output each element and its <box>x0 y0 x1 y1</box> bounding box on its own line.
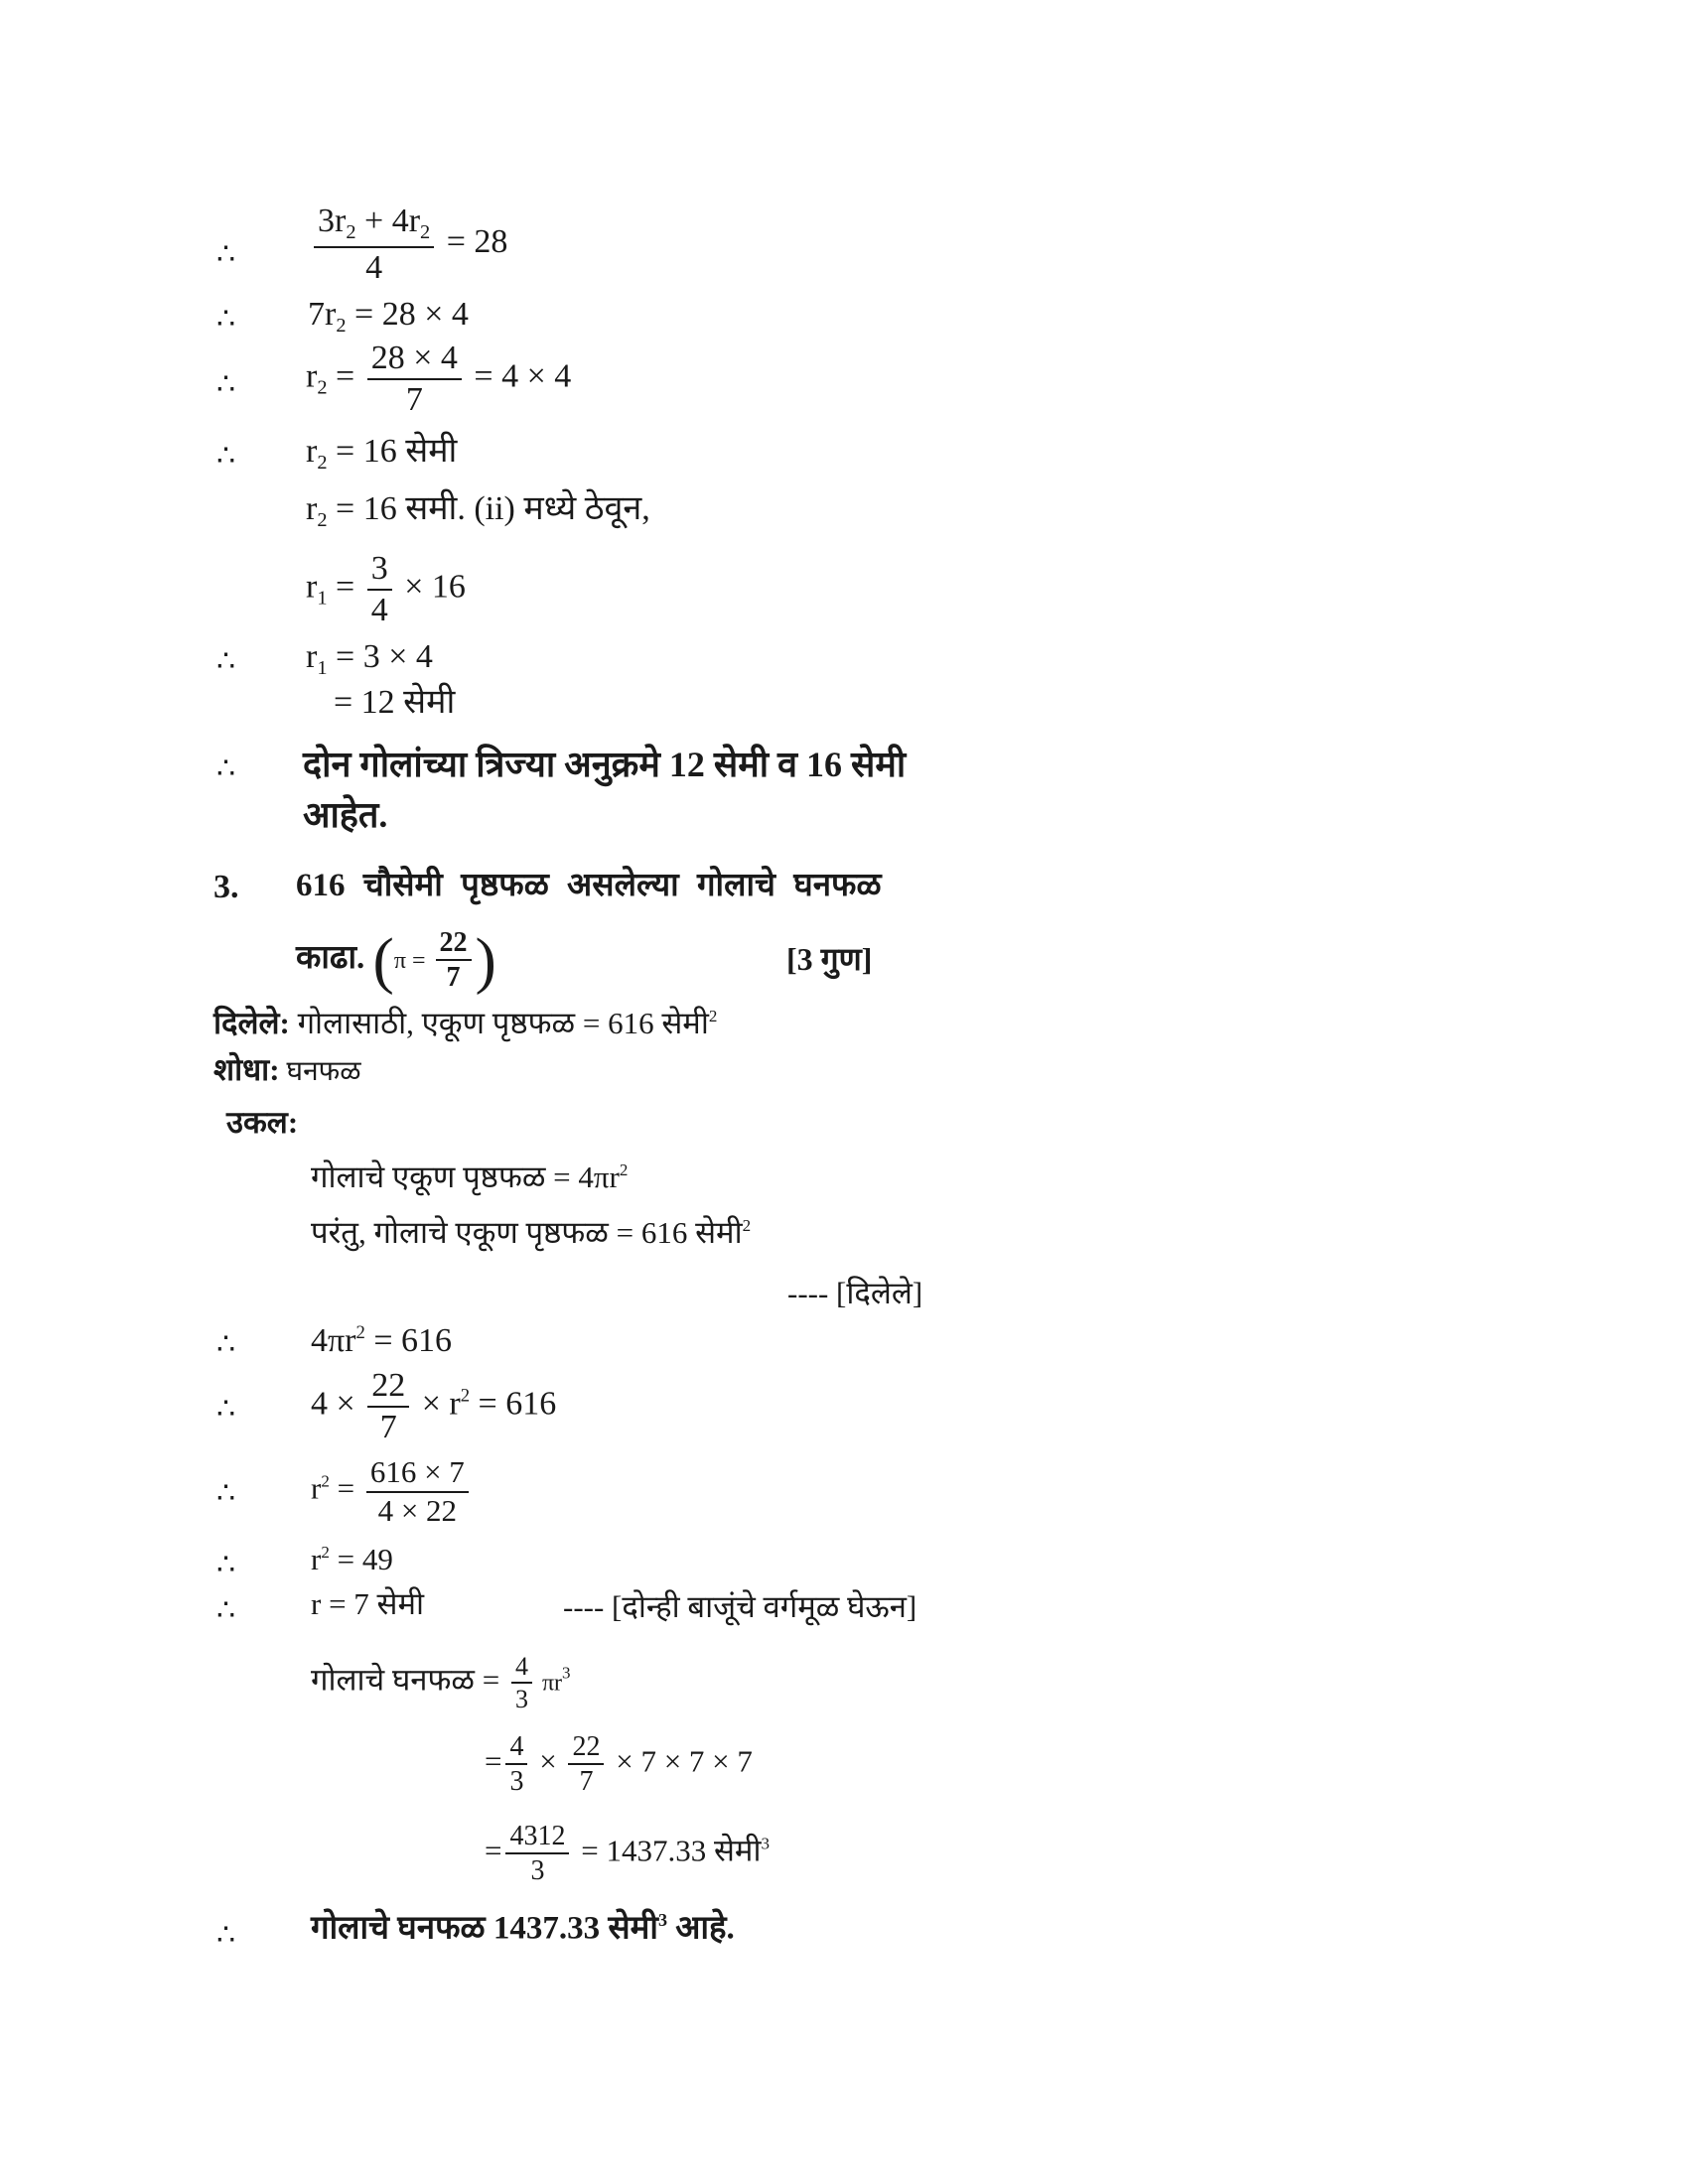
conclusion-text: आहेत. <box>303 795 388 835</box>
equation-line: $r_2$ = $\frac{28 \times 4}{7}$ = 4 × 4 <box>306 340 572 418</box>
therefore-symbol: ∴ <box>216 645 236 678</box>
given-line: दिलेले: गोलासाठी, एकूण पृष्ठफळ = 616 सेमी$^2$ <box>213 1006 718 1040</box>
equation-line: $4\pi r^2 = 616$ <box>311 1322 453 1360</box>
equation-line: $\frac{3r_2 + 4r_2}{4}$ = 28 <box>310 204 507 285</box>
question-text: 616 चौसेमी पृष्ठफळ असलेल्या गोलाचे घनफळ <box>296 868 882 903</box>
equation-line: गोलाचे एकूण पृष्ठफळ = $4\pi r^2$ <box>311 1160 629 1194</box>
marks-label: [3 गुण] <box>786 941 873 977</box>
therefore-symbol: ∴ <box>216 1919 236 1952</box>
final-answer: गोलाचे घनफळ 1437.33 सेमी$^3$ आहे. <box>311 1910 735 1947</box>
equation-line: $r_1$ = $\frac{3}{4}$ × 16 <box>306 550 466 628</box>
equation-line: = $\frac{4312}{3}$ = 1437.33 सेमी$^3$ <box>485 1821 771 1887</box>
conclusion-text: दोन गोलांच्या त्रिज्या अनुक्रमे 12 सेमी व 16 सेमी <box>303 745 907 784</box>
equation-line: = $\frac{4}{3}$ × $\frac{22}{7}$ × 7 × 7 × 7 <box>485 1731 753 1798</box>
equation-line: परंतु, गोलाचे एकूण पृष्ठफळ = 616 सेमी$^2$ <box>311 1215 752 1250</box>
reason-text: ---- [दिलेले] <box>787 1276 923 1310</box>
therefore-symbol: ∴ <box>216 368 236 401</box>
therefore-symbol: ∴ <box>216 1549 236 1581</box>
equation-line: $7r_2 = 28 \times 4$ <box>308 296 469 338</box>
question-number: 3. <box>213 869 239 905</box>
equation-line: $r_2 = 16$ सेमी <box>306 433 458 475</box>
equation-line: $r^2 = 49$ <box>311 1542 393 1576</box>
equation-line: = 12 सेमी <box>334 684 456 721</box>
therefore-symbol: ∴ <box>216 440 236 473</box>
therefore-symbol: ∴ <box>216 1594 236 1627</box>
therefore-symbol: ∴ <box>216 238 236 271</box>
question-text: काढा. (π = $\frac{22}{7}$ ) <box>296 924 496 996</box>
equation-line: $r_1 = 3 \times 4$ <box>306 638 433 680</box>
therefore-symbol: ∴ <box>216 1328 236 1361</box>
equation-line: $r_2 = 16$ समी. (ii) मध्ये ठेवून, <box>306 490 650 532</box>
solution-label: उकल: <box>226 1105 299 1140</box>
equation-line: गोलाचे घनफळ = $\frac{4}{3}$ $\pi r^3$ <box>311 1652 571 1714</box>
fraction: $\frac{3r_2 + 4r_2}{4}$ <box>314 204 434 285</box>
find-line: शोधा: घनफळ <box>213 1052 361 1087</box>
therefore-symbol: ∴ <box>216 752 236 785</box>
therefore-symbol: ∴ <box>216 1477 236 1510</box>
therefore-symbol: ∴ <box>216 1393 236 1426</box>
equation-line: $r^2$ = $\frac{616 \times 7}{4 \times 22}$ <box>311 1456 473 1527</box>
therefore-symbol: ∴ <box>216 303 236 336</box>
equation-line: 4 × $\frac{22}{7}$ × $r^2 = 616$ <box>311 1367 557 1445</box>
equation-line: r = 7 सेमी <box>311 1586 425 1621</box>
reason-text: ---- [दोन्ही बाजूंचे वर्गमूळ घेऊन] <box>563 1589 917 1624</box>
